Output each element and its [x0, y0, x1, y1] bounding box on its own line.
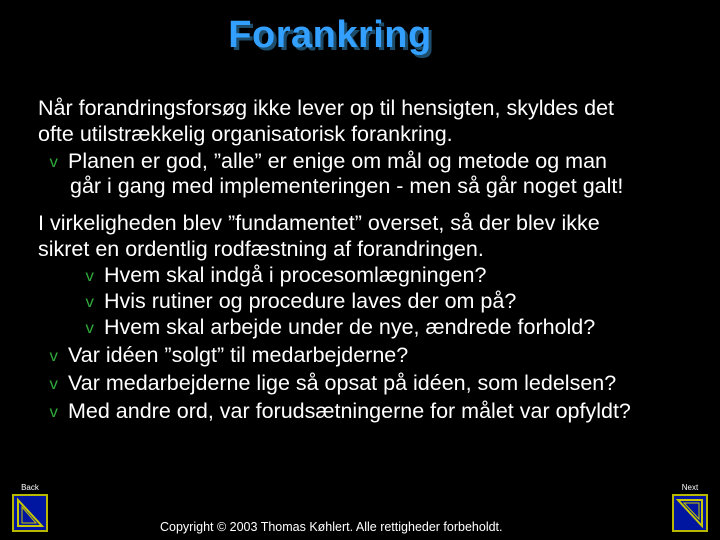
back-button[interactable] — [10, 483, 50, 534]
sub-bullet-item — [86, 288, 516, 316]
paragraph1-line1: Når forandringsforsøg ikke lever op til hensigten, skyldes det — [38, 96, 614, 120]
sub-bullet-text: Hvem skal indgå i procesomlægningen? — [104, 263, 487, 287]
bullet-icon: v — [49, 376, 58, 393]
paragraph2-line1: I virkeligheden blev ”fundamentet” overset, så der blev ikke — [38, 211, 600, 235]
sub-bullet-text: Hvem skal arbejde under de nye, ændrede forhold? — [104, 315, 596, 339]
bullet-icon: v — [49, 404, 58, 421]
bullet-item — [50, 370, 616, 398]
sub-bullet-text: Hvis rutiner og procedure laves der om på? — [104, 289, 517, 313]
bullet-text: Var medarbejderne lige så opsat på idéen, som ledelsen? — [68, 371, 617, 395]
bullet-icon: v — [85, 320, 94, 337]
paragraph1-line2: ofte utilstrækkelig organisatorisk forankring. — [38, 122, 453, 146]
next-label: Next — [681, 483, 699, 492]
bullet-icon: v — [49, 154, 58, 171]
next-arrow-icon — [672, 494, 708, 532]
bullet-icon: v — [49, 348, 58, 365]
bullet-icon: v — [85, 294, 94, 311]
bullet-icon: v — [85, 268, 94, 285]
page-title: Forankring — [228, 14, 432, 56]
back-label: Back — [21, 483, 39, 492]
bullet-continuation: går i gang med implementeringen - men så går noget galt! — [70, 174, 624, 198]
bullet-text: Var idéen ”solgt” til medarbejderne? — [68, 343, 409, 367]
bullet-text: Med andre ord, var forudsætningerne for målet var opfyldt? — [68, 399, 631, 423]
bullet-text: Planen er god, ”alle” er enige om mål og metode og man — [68, 149, 608, 173]
sub-bullet-item — [86, 262, 486, 290]
bullet-item — [50, 148, 607, 176]
bullet-item — [50, 342, 408, 370]
copyright-text: Copyright © 2003 Thomas Køhlert. Alle rettigheder forbeholdt. — [160, 520, 503, 534]
bullet-item — [50, 398, 631, 426]
paragraph2-line2: sikret en ordentlig rodfæstning af forandringen. — [38, 237, 484, 261]
back-arrow-icon — [12, 494, 48, 532]
sub-bullet-item — [86, 314, 595, 342]
next-button[interactable] — [670, 483, 710, 534]
